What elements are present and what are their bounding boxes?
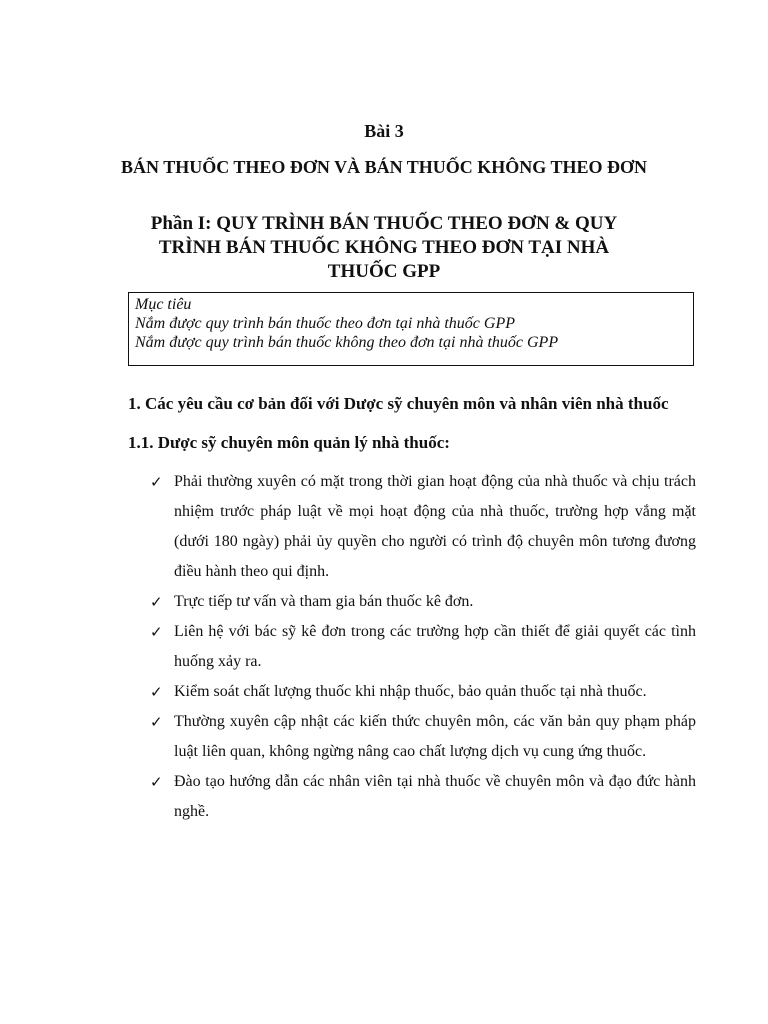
list-item xyxy=(150,767,696,827)
check-icon: ✓ xyxy=(150,593,163,611)
check-icon: ✓ xyxy=(150,473,163,491)
objectives-box xyxy=(128,292,694,366)
check-icon: ✓ xyxy=(150,713,163,731)
pharmacist-duties-list xyxy=(150,467,696,827)
check-icon: ✓ xyxy=(150,683,163,701)
check-icon: ✓ xyxy=(150,773,163,791)
list-item xyxy=(150,707,696,767)
check-icon: ✓ xyxy=(150,623,163,641)
lesson-title: BÁN THUỐC THEO ĐƠN VÀ BÁN THUỐC KHÔNG THEO ĐƠN xyxy=(121,157,647,177)
list-item-text: Kiểm soát chất lượng thuốc khi nhập thuốc, bảo quản thuốc tại nhà thuốc. xyxy=(174,683,647,700)
list-item xyxy=(150,467,696,587)
list-item xyxy=(150,677,696,707)
list-item-text: Phải thường xuyên có mặt trong thời gian hoạt động của nhà thuốc và chịu trách nhiệm trước pháp luật về mọi hoạt động của nhà thuốc, trường hợp vắng mặt (dưới 180 ngày) phải ủy quyền cho người có trình độ chuyên môn tương đương điều hành theo qui định. xyxy=(174,473,696,580)
list-item-text: Thường xuyên cập nhật các kiến thức chuyên môn, các văn bản quy phạm pháp luật liên quan, không ngừng nâng cao chất lượng dịch vụ cung ứng thuốc. xyxy=(174,713,696,760)
list-item xyxy=(150,617,696,677)
list-item-text: Trực tiếp tư vấn và tham gia bán thuốc kê đơn. xyxy=(174,593,474,610)
objective-item: Nắm được quy trình bán thuốc theo đơn tại nhà thuốc GPP xyxy=(135,315,515,332)
objective-item: Nắm được quy trình bán thuốc không theo đơn tại nhà thuốc GPP xyxy=(135,334,559,351)
list-item-text: Đào tạo hướng dẫn các nhân viên tại nhà thuốc về chuyên môn và đạo đức hành nghề. xyxy=(174,773,696,820)
lesson-number: Bài 3 xyxy=(364,121,404,141)
list-item xyxy=(150,587,696,617)
list-item-text: Liên hệ với bác sỹ kê đơn trong các trường hợp cần thiết để giải quyết các tình huống xảy ra. xyxy=(174,623,696,670)
objectives-heading: Mục tiêu xyxy=(135,296,192,313)
section-heading-1: 1. Các yêu cầu cơ bản đối với Dược sỹ chuyên môn và nhân viên nhà thuốc xyxy=(128,394,669,413)
section-heading-1-1: 1.1. Dược sỹ chuyên môn quản lý nhà thuốc: xyxy=(128,433,450,452)
part-title: Phần I: QUY TRÌNH BÁN THUỐC THEO ĐƠN & QUY TRÌNH BÁN THUỐC KHÔNG THEO ĐƠN TẠI NHÀ THUỐC GPP xyxy=(150,213,618,282)
